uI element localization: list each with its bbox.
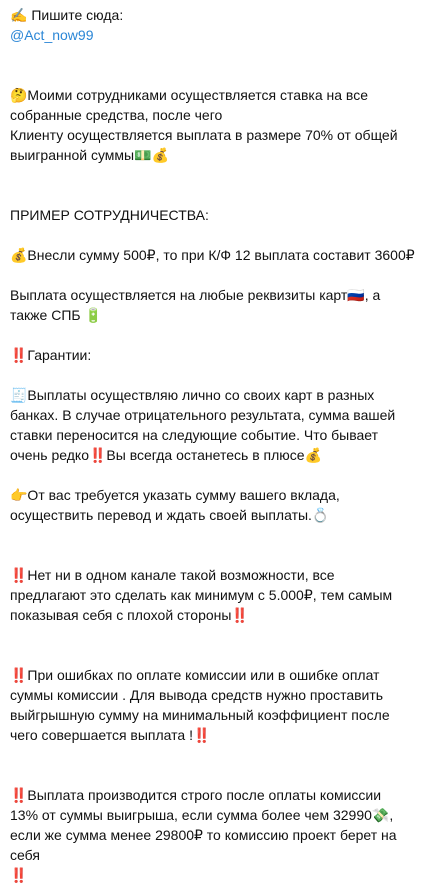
example-line: 💰Внесли сумму 500₽, то при К/Ф 12 выплата составит 3600₽ (10, 247, 415, 263)
line-intro-1: 🤔Моими сотрудниками осуществляется ставка на все (10, 87, 368, 103)
section-example-title: ПРИМЕР СОТРУДНИЧЕСТВА: (10, 207, 209, 223)
spacer (10, 165, 415, 205)
warning-3-line-1: ‼️Выплата производится строго после оплаты комиссии (10, 787, 382, 803)
warning-1-line-1: ‼️Нет ни в одном канале такой возможности, все (10, 567, 335, 583)
spacer (10, 365, 415, 385)
spacer (10, 465, 415, 485)
guarantees-line-4: очень редко‼️Вы всегда останетесь в плюсе💰 (10, 447, 322, 463)
line-write-here: ✍️ Пишите сюда: (10, 7, 124, 23)
warning-1-line-2: предлагают это сделать как минимум с 5.000₽, тем самым (10, 587, 393, 603)
guarantees-line-2: банках. В случае отрицательного результата, сумма вашей (10, 407, 396, 423)
payout-methods-line-2: также СПБ 🔋 (10, 307, 102, 323)
warning-3-line-3: если же сумма менее 29800₽ то комиссию проект берет на себя (10, 827, 401, 863)
warning-2-line-4: чего совершается выплата !‼️ (10, 727, 211, 743)
payout-methods-line-1: Выплата осуществляется на любые реквизиты карт🇷🇺, а (10, 287, 381, 303)
contact-mention[interactable]: @Act_now99 (10, 27, 94, 43)
requirements-line-1: 👉От вас требуется указать сумму вашего вклада, (10, 487, 340, 503)
spacer (10, 265, 415, 285)
warning-3-line-4: ‼️ (10, 867, 28, 883)
guarantees-line-1: 🧾Выплаты осуществляю лично со своих карт в разных (10, 387, 375, 403)
spacer (10, 225, 415, 245)
line-intro-3: Клиенту осуществляется выплата в размере 70% от общей (10, 127, 398, 143)
spacer (10, 525, 415, 565)
spacer (10, 45, 415, 85)
line-intro-4: выигранной суммы💵💰 (10, 147, 169, 163)
warning-1-line-3: показывая себя с плохой стороны‼️ (10, 607, 249, 623)
warning-2-line-1: ‼️При ошибках по оплате комиссии или в ошибке оплат (10, 667, 380, 683)
warning-2-line-3: выйгрышную сумму на минимальный коэффициент после (10, 707, 390, 723)
spacer (10, 745, 415, 785)
warning-2-line-2: суммы комиссии . Для вывода средств нужно проставить (10, 687, 384, 703)
line-intro-2: собранные средства, после чего (10, 107, 223, 123)
warning-3-line-2: 13% от суммы выигрыша, если сумма более чем 32990💸, (10, 807, 394, 823)
spacer (10, 625, 415, 665)
requirements-line-2: осуществить перевод и ждать своей выплаты.💍 (10, 507, 330, 523)
guarantees-line-3: ставки переносится на следующие событие. Что бывает (10, 427, 379, 443)
guarantees-title: ‼️Гарантии: (10, 347, 92, 363)
spacer (10, 325, 415, 345)
